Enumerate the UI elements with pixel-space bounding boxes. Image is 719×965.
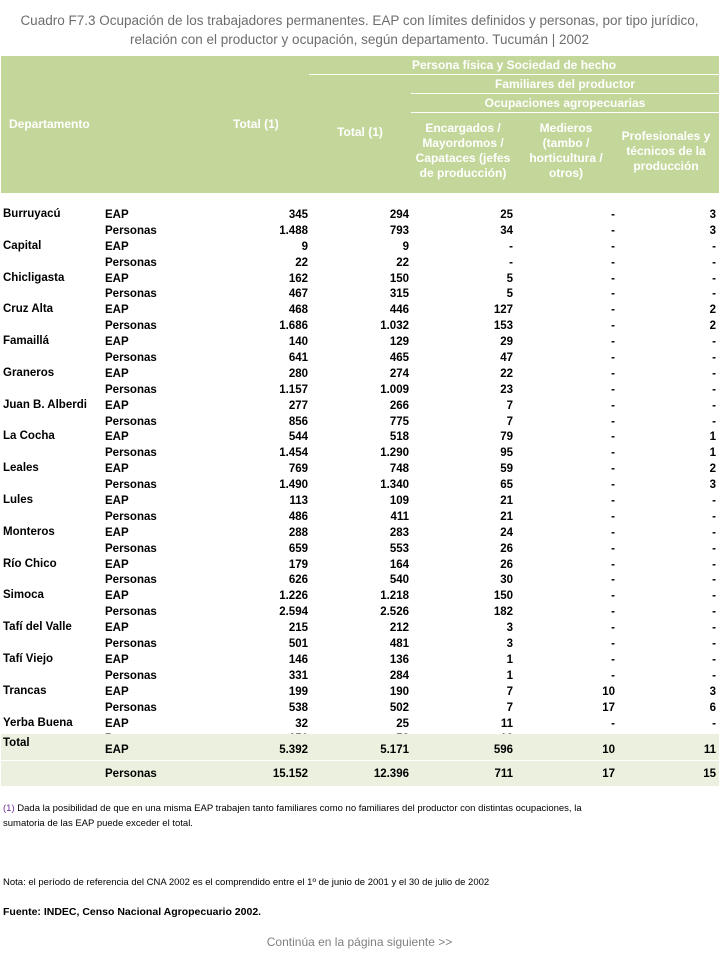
row-type: Personas <box>105 224 157 237</box>
table-cell: 22 <box>500 367 513 380</box>
department-name: Monteros <box>3 525 55 538</box>
table-cell: 1 <box>709 447 716 460</box>
table-cell: 17 <box>602 701 615 714</box>
row-type: EAP <box>105 336 129 349</box>
table-cell: 2 <box>709 304 716 317</box>
continue-note: Continúa en la página siguiente >> <box>266 935 453 949</box>
totals-block <box>1 734 719 786</box>
table-row <box>1 510 719 526</box>
table-cell: 5 <box>506 288 513 301</box>
table-cell: - <box>611 288 615 301</box>
table-cell: - <box>611 209 615 221</box>
source-note: Fuente: INDEC, Censo Nacional Agropecuario 2002. <box>3 906 262 918</box>
table-cell: 553 <box>389 542 409 555</box>
table-cell: 769 <box>288 463 308 476</box>
table-cell: - <box>611 638 615 651</box>
table-cell: - <box>509 256 513 269</box>
totals-eap-subtotal: 5.171 <box>380 744 409 756</box>
table-cell: - <box>712 638 716 651</box>
table-cell: - <box>712 542 716 555</box>
table-cell: 331 <box>288 669 308 682</box>
department-name: Burruyacú <box>3 208 61 220</box>
totals-personas-type: Personas <box>105 768 157 780</box>
row-type: Personas <box>105 510 157 523</box>
row-type: EAP <box>105 717 129 730</box>
table-row <box>1 462 719 478</box>
table-cell: 10 <box>602 685 615 698</box>
table-cell: 1.686 <box>279 320 308 333</box>
table-cell: 294 <box>389 209 409 221</box>
table-row <box>1 383 719 399</box>
table-cell: 212 <box>389 622 409 635</box>
table-row <box>1 287 719 303</box>
table-cell: 6 <box>709 701 716 714</box>
table-cell: 748 <box>389 463 409 476</box>
table-cell: - <box>712 399 716 412</box>
department-name: Tafí del Valle <box>3 621 72 634</box>
table-row <box>1 240 719 256</box>
table-cell: 2 <box>709 463 716 476</box>
table-cell: - <box>712 622 716 635</box>
table-row <box>1 669 719 685</box>
department-name: Tafí Viejo <box>3 652 54 665</box>
table-cell: 22 <box>396 256 409 269</box>
table-cell: 277 <box>288 399 308 412</box>
table-row <box>1 494 719 510</box>
table-cell: 25 <box>500 209 513 221</box>
totals-eap-encargados: 596 <box>493 744 513 756</box>
table-cell: 1 <box>506 653 513 666</box>
table-cell: - <box>712 240 716 253</box>
table-cell: 136 <box>389 653 409 666</box>
table-cell: - <box>611 669 615 682</box>
table-cell: 1.490 <box>279 479 308 492</box>
table-row <box>1 621 719 637</box>
header-total: Total (1) <box>233 117 279 131</box>
table-cell: 24 <box>500 526 513 539</box>
table-header <box>1 56 719 193</box>
row-type: EAP <box>105 304 129 317</box>
table-row <box>1 446 719 462</box>
row-type: Personas <box>105 383 157 396</box>
table-row <box>1 542 719 558</box>
table-row <box>1 685 719 701</box>
table-cell: 468 <box>288 304 308 317</box>
table-cell: 153 <box>493 320 513 333</box>
table-cell: 150 <box>389 272 409 285</box>
table-cell: 280 <box>288 367 308 380</box>
table-cell: 3 <box>709 209 716 221</box>
totals-personas-subtotal: 12.396 <box>373 768 409 780</box>
table-cell: 30 <box>500 574 513 587</box>
table-row <box>1 303 719 319</box>
totals-personas-profesionales: 15 <box>703 768 716 780</box>
table-cell: - <box>611 590 615 603</box>
row-type: EAP <box>105 367 129 380</box>
table-cell: - <box>611 558 615 571</box>
row-type: EAP <box>105 590 129 603</box>
table-row <box>1 717 719 733</box>
table-cell: 266 <box>389 399 409 412</box>
table-cell: 501 <box>288 638 308 651</box>
table-cell: - <box>611 320 615 333</box>
table-row <box>1 367 719 383</box>
table-cell: - <box>712 288 716 301</box>
table-cell: 9 <box>301 240 308 253</box>
table-cell: 1.226 <box>279 590 308 603</box>
table-cell: 274 <box>389 367 409 380</box>
table-row <box>1 589 719 605</box>
department-name: Cruz Alta <box>3 303 54 316</box>
header-encargados: Encargados / Mayordomos / Capataces (jefes de producción) <box>415 121 511 180</box>
table-cell: - <box>611 367 615 380</box>
table-cell: 3 <box>709 685 716 698</box>
table-cell: 47 <box>500 352 513 365</box>
row-type: EAP <box>105 685 129 698</box>
table-cell: - <box>712 336 716 349</box>
table-cell: - <box>712 669 716 682</box>
table-row <box>1 208 719 224</box>
table-cell: 1.032 <box>380 320 409 333</box>
table-cell: 288 <box>288 526 308 539</box>
table-cell: 109 <box>389 495 409 508</box>
table-cell: 113 <box>289 495 308 508</box>
department-name: Yerba Buena <box>3 716 73 729</box>
row-type: Personas <box>105 320 157 333</box>
table-cell: 7 <box>506 415 513 428</box>
row-type: EAP <box>105 399 129 412</box>
table-cell: 481 <box>389 638 409 651</box>
table-cell: 1.009 <box>380 383 409 396</box>
row-type: EAP <box>105 240 129 253</box>
table-cell: 544 <box>288 431 308 444</box>
table-cell: - <box>611 542 615 555</box>
table-row <box>1 653 719 669</box>
totals-label: Total <box>3 737 30 749</box>
table-cell: 775 <box>389 415 409 428</box>
table-cell: - <box>712 606 716 619</box>
table-row <box>1 430 719 446</box>
table-cell: 284 <box>389 669 409 682</box>
table-row <box>1 224 719 240</box>
table-cell: - <box>611 447 615 460</box>
table-cell: 65 <box>500 479 513 492</box>
table-cell: 29 <box>500 336 513 349</box>
row-type: Personas <box>105 288 157 301</box>
table-cell: - <box>611 606 615 619</box>
department-name: La Cocha <box>3 430 55 443</box>
table-cell: 3 <box>506 638 513 651</box>
table-cell: - <box>611 653 615 666</box>
table-cell: - <box>509 240 513 253</box>
department-name: Lules <box>3 494 34 507</box>
table-cell: 59 <box>500 463 513 476</box>
table-cell: 215 <box>288 622 308 635</box>
table-cell: - <box>611 574 615 587</box>
row-type: Personas <box>105 638 157 651</box>
table-row <box>1 526 719 542</box>
department-name: Leales <box>3 462 39 475</box>
row-type: EAP <box>105 653 129 666</box>
department-name: Graneros <box>3 366 55 379</box>
title-line-1: Cuadro F7.3 Ocupación de los trabajadores permanentes. EAP con límites definidos y personas, por tipo jurídico, <box>20 13 699 28</box>
row-type: EAP <box>105 526 129 539</box>
table-cell: 95 <box>500 447 513 460</box>
table-cell: 626 <box>288 574 308 587</box>
table-cell: 9 <box>402 240 409 253</box>
table-cell: 164 <box>389 558 409 571</box>
table-cell: 1.218 <box>380 590 409 603</box>
table-cell: 182 <box>493 606 513 619</box>
row-type: Personas <box>105 415 157 428</box>
row-type: EAP <box>105 272 129 285</box>
table-cell: 1.340 <box>380 479 409 492</box>
table-cell: 146 <box>288 653 308 666</box>
footnote-mark: (1) <box>3 803 15 814</box>
table-cell: - <box>712 495 716 508</box>
table-cell: 540 <box>389 574 409 587</box>
table-cell: - <box>712 415 716 428</box>
row-type: Personas <box>105 669 157 682</box>
row-type: Personas <box>105 256 157 269</box>
table-cell: - <box>611 479 615 492</box>
table-cell: - <box>611 383 615 396</box>
table-cell: 2.594 <box>279 606 308 619</box>
totals-personas-total: 15.152 <box>272 768 308 780</box>
table-cell: 465 <box>389 352 409 365</box>
table-cell: - <box>712 574 716 587</box>
table-cell: - <box>611 336 615 349</box>
table-cell: 283 <box>389 526 409 539</box>
table-cell: - <box>712 558 716 571</box>
row-type: Personas <box>105 479 157 492</box>
table-row <box>1 573 719 589</box>
table-cell: 32 <box>295 717 308 730</box>
table-cell: 21 <box>500 510 513 523</box>
header-medieros: Medieros (tambo / horticultura / otros) <box>529 121 603 180</box>
totals-eap-total: 5.392 <box>279 744 308 756</box>
table-cell: 3 <box>709 224 716 237</box>
table-row <box>1 256 719 272</box>
row-type: EAP <box>105 495 129 508</box>
table-cell: - <box>712 352 716 365</box>
table-cell: 2 <box>709 320 716 333</box>
table-cell: - <box>712 590 716 603</box>
footnote-1 <box>3 801 623 831</box>
table-cell: 1 <box>709 431 716 444</box>
row-type: EAP <box>105 622 129 635</box>
row-type: EAP <box>105 209 129 221</box>
footnote-2: Nota: el período de referencia del CNA 2002 es el comprendido entre el 1º de junio de 2001 y el 30 de julio de 2002 <box>3 877 490 888</box>
table-row <box>1 399 719 415</box>
table-cell: 3 <box>506 622 513 635</box>
totals-personas-medieros: 17 <box>602 768 615 780</box>
table-row <box>1 351 719 367</box>
table-cell: 199 <box>288 685 308 698</box>
table-cell: - <box>712 383 716 396</box>
department-name: Simoca <box>3 589 44 602</box>
table-cell: 502 <box>389 701 409 714</box>
table-cell: 411 <box>390 510 409 523</box>
table-row <box>1 319 719 335</box>
table-cell: - <box>611 399 615 412</box>
table-cell: - <box>611 352 615 365</box>
row-type: EAP <box>105 463 129 476</box>
totals-personas-encargados: 711 <box>494 768 513 780</box>
table-cell: - <box>712 526 716 539</box>
table-row <box>1 272 719 288</box>
table-cell: - <box>611 304 615 317</box>
row-type: Personas <box>105 606 157 619</box>
table-cell: - <box>611 224 615 237</box>
header-profesionales: Profesionales y técnicos de la producción <box>621 129 711 173</box>
table-cell: - <box>611 256 615 269</box>
row-type: Personas <box>105 352 157 365</box>
table-cell: 150 <box>493 590 513 603</box>
row-type: Personas <box>105 574 157 587</box>
table-cell: 22 <box>295 256 308 269</box>
table-cell: 518 <box>389 431 409 444</box>
table-cell: 127 <box>493 304 513 317</box>
table-cell: - <box>712 717 716 730</box>
table-row <box>1 605 719 621</box>
totals-eap-medieros: 10 <box>602 744 615 756</box>
table-cell: - <box>611 495 615 508</box>
header-persona-fisica: Persona física y Sociedad de hecho <box>411 58 617 72</box>
table-cell: 2.526 <box>380 606 409 619</box>
table-cell: - <box>712 510 716 523</box>
table-cell: - <box>611 510 615 523</box>
table-cell: 21 <box>500 495 513 508</box>
table-cell: - <box>611 431 615 444</box>
department-name: Trancas <box>3 684 47 697</box>
table-row <box>1 558 719 574</box>
table-row <box>1 637 719 653</box>
table-cell: 25 <box>396 717 409 730</box>
row-type: EAP <box>105 558 129 571</box>
row-type: Personas <box>105 701 157 714</box>
table-cell: 467 <box>288 288 308 301</box>
table-cell: 162 <box>288 272 308 285</box>
table-cell: 345 <box>288 209 308 221</box>
table-cell: 1.488 <box>279 224 308 237</box>
table-cell: 1.454 <box>279 447 308 460</box>
table-cell: 1.290 <box>380 447 409 460</box>
department-name: Juan B. Alberdi <box>3 398 87 411</box>
table-cell: 140 <box>288 336 308 349</box>
footnote-text: Dada la posibilidad de que en una misma EAP trabajen tanto familiares como no familiares del productor con distintas ocupaciones, la sumatoria de las EAP puede exceder el total. <box>3 803 582 829</box>
table-title <box>0 11 719 49</box>
department-name: Chicligasta <box>3 271 65 284</box>
table-cell: 190 <box>389 685 409 698</box>
table-cell: 641 <box>288 352 308 365</box>
table-cell: 793 <box>389 224 409 237</box>
table-cell: 486 <box>288 510 308 523</box>
table-cell: 1.157 <box>279 383 308 396</box>
table-cell: 7 <box>506 685 513 698</box>
table-row <box>1 701 719 717</box>
table-body <box>1 208 719 748</box>
table-cell: - <box>611 240 615 253</box>
table-cell: - <box>712 367 716 380</box>
table-cell: - <box>611 415 615 428</box>
table-cell: - <box>611 717 615 730</box>
header-sub-total: Total (1) <box>337 125 383 139</box>
row-type: Personas <box>105 542 157 555</box>
totals-eap-profesionales: 11 <box>703 744 716 756</box>
table-cell: - <box>611 272 615 285</box>
table-cell: 179 <box>288 558 308 571</box>
header-ocupaciones: Ocupaciones agropecuarias <box>484 96 646 110</box>
table-cell: 26 <box>500 558 513 571</box>
table-cell: 315 <box>389 288 409 301</box>
table-cell: 856 <box>288 415 308 428</box>
table-cell: 5 <box>506 272 513 285</box>
table-cell: 446 <box>389 304 409 317</box>
table-row <box>1 478 719 494</box>
table-cell: 11 <box>500 717 513 730</box>
table-cell: - <box>712 272 716 285</box>
totals-eap-type: EAP <box>105 744 129 756</box>
table-cell: - <box>611 622 615 635</box>
table-cell: 659 <box>288 542 308 555</box>
table-cell: 7 <box>506 701 513 714</box>
header-departamento: Departamento <box>9 117 90 131</box>
table-cell: 7 <box>506 399 513 412</box>
table-row <box>1 335 719 351</box>
table-cell: - <box>712 653 716 666</box>
row-type: Personas <box>105 447 157 460</box>
department-name: Río Chico <box>3 557 57 570</box>
table-cell: - <box>611 526 615 539</box>
table-cell: 79 <box>500 431 513 444</box>
table-cell: - <box>712 256 716 269</box>
table-cell: 129 <box>389 336 409 349</box>
table-row <box>1 415 719 431</box>
header-familiares: Familiares del productor <box>494 77 636 91</box>
table-cell: 538 <box>288 701 308 714</box>
table-cell: 23 <box>500 383 513 396</box>
table-cell: 1 <box>506 669 513 682</box>
department-name: Capital <box>3 239 42 252</box>
table-cell: 3 <box>709 479 716 492</box>
table-cell: - <box>611 463 615 476</box>
department-name: Famaillá <box>3 335 50 348</box>
row-type: EAP <box>105 431 129 444</box>
table-cell: 26 <box>500 542 513 555</box>
table-cell: 34 <box>500 224 513 237</box>
title-line-2: relación con el productor y ocupación, según departamento. Tucumán | 2002 <box>129 32 590 47</box>
